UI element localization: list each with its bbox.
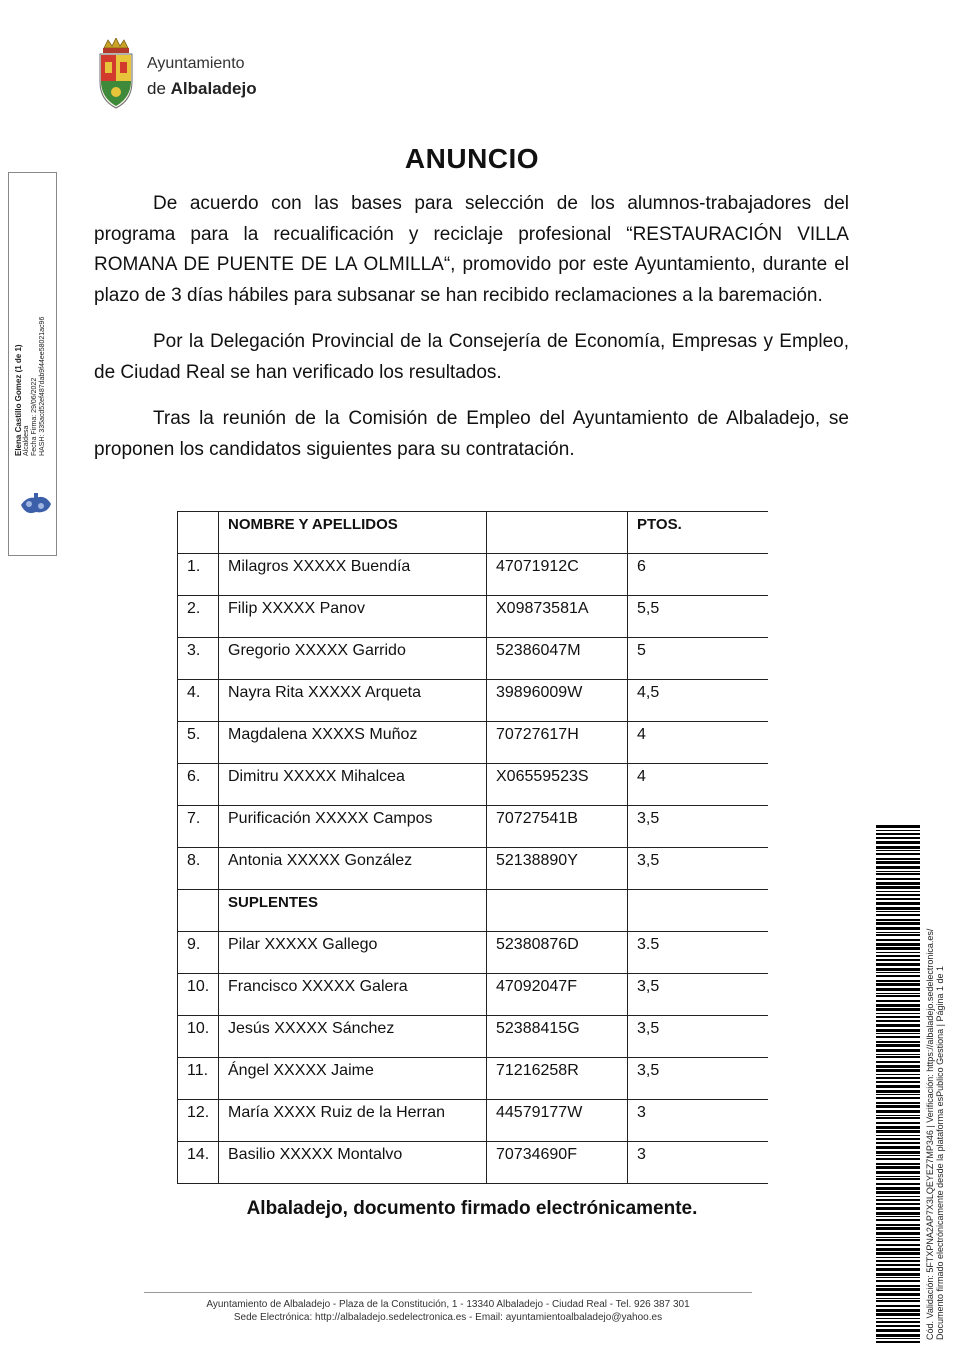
barcode-bar: [876, 1183, 920, 1185]
barcode-bar: [876, 1041, 920, 1043]
barcode-bar: [876, 846, 920, 849]
barcode-bar: [876, 853, 920, 855]
table-cell-id: [487, 512, 628, 554]
barcode-bar: [876, 1309, 920, 1312]
footer-divider: [144, 1292, 752, 1293]
barcode-bar: [876, 871, 920, 872]
barcode-bar: [876, 1097, 920, 1099]
barcode-bar: [876, 1065, 920, 1068]
barcode-bar: [876, 907, 920, 910]
table-cell-points: 3,5: [628, 806, 768, 848]
barcode-bar: [876, 943, 920, 946]
barcode-bar: [876, 1126, 920, 1129]
barcode-bar: [876, 1085, 920, 1088]
barcode-bar: [876, 886, 920, 889]
barcode-bar: [876, 1325, 920, 1327]
barcode-bar: [876, 972, 920, 973]
table-cell-id: X09873581A: [487, 596, 628, 638]
barcode-bar: [876, 1273, 920, 1276]
table-cell-name: Pilar XXXXX Gallego: [219, 932, 487, 974]
table-cell-points: 5: [628, 638, 768, 680]
barcode-bar: [876, 939, 920, 941]
table-cell-name: Nayra Rita XXXXX Arqueta: [219, 680, 487, 722]
table-cell-number: 10.: [178, 1016, 219, 1058]
validation-code: Cód. Validación: 5FTXPNA2AP7X3LQEYEZ7MP346 | Verificación: https://albaladejo.sedelectronica.es/: [925, 928, 935, 1340]
table-cell-name: Purificación XXXXX Campos: [219, 806, 487, 848]
table-cell-name: Filip XXXXX Panov: [219, 596, 487, 638]
barcode-bar: [876, 1298, 920, 1299]
barcode-bar: [876, 898, 920, 900]
org-name-line2: de Albaladejo: [147, 79, 257, 98]
barcode-bar: [876, 975, 920, 977]
barcode-bar: [876, 1237, 920, 1238]
table-cell-name: Antonia XXXXX González: [219, 848, 487, 890]
org-name-line1: Ayuntamiento: [147, 55, 245, 72]
table-cell-number: 8.: [178, 848, 219, 890]
barcode-bar: [876, 959, 920, 961]
table-cell-name: Jesús XXXXX Sánchez: [219, 1016, 487, 1058]
barcode-bar: [876, 1321, 920, 1323]
barcode-bar: [876, 993, 920, 994]
table-cell-id: 52386047M: [487, 638, 628, 680]
table-header-row: [178, 512, 768, 554]
barcode-bar: [876, 1117, 920, 1119]
barcode-bar: [876, 911, 920, 912]
platform-note: Documento firmado electrónicamente desde la plataforma esPublico Gestiona | Página 1 de 1: [935, 965, 945, 1340]
barcode-bar: [876, 1105, 920, 1108]
table-row: [178, 974, 768, 1016]
barcode-bar: [876, 1199, 920, 1201]
barcode-bar: [876, 1207, 920, 1210]
table-cell-name: Gregorio XXXXX Garrido: [219, 638, 487, 680]
table-cell-points: PTOS.: [628, 512, 768, 554]
barcode-bar: [876, 1130, 920, 1133]
barcode-bar: [876, 983, 920, 986]
table-cell-number: 6.: [178, 764, 219, 806]
table-cell-name: NOMBRE Y APELLIDOS: [219, 512, 487, 554]
barcode-bar: [876, 1056, 920, 1058]
table-cell-name: Ángel XXXXX Jaime: [219, 1058, 487, 1100]
table-cell-points: 5,5: [628, 596, 768, 638]
table-cell-number: 14.: [178, 1142, 219, 1184]
table-cell-id: 52138890Y: [487, 848, 628, 890]
barcode-bar: [876, 995, 920, 997]
barcode-bar: [876, 1044, 920, 1047]
barcode-bar: [876, 1171, 920, 1174]
coat-of-arms-logo: [94, 38, 138, 110]
barcode-bar: [876, 894, 920, 896]
barcode-bar: [876, 1176, 920, 1177]
barcode-bar: [876, 1054, 920, 1055]
barcode-bar: [876, 1077, 920, 1079]
table-row: [178, 848, 768, 890]
table-row: [178, 554, 768, 596]
barcode-bar: [876, 1264, 920, 1266]
barcode-bar: [876, 1074, 920, 1075]
barcode-bar: [876, 955, 920, 957]
barcode-bar: [876, 841, 920, 844]
table-row: [178, 1058, 768, 1100]
barcode-bar: [876, 1300, 920, 1302]
table-cell-points: 3,5: [628, 974, 768, 1016]
signer-name: Elena Castillo Gomez (1 de 1): [14, 344, 23, 456]
barcode-bar: [876, 922, 920, 925]
table-cell-points: 3,5: [628, 1058, 768, 1100]
table-cell-points: [628, 890, 768, 932]
barcode-bar: [876, 1146, 920, 1149]
table-cell-number: 12.: [178, 1100, 219, 1142]
barcode-bar: [876, 1187, 920, 1190]
table-row: [178, 1016, 768, 1058]
barcode-bar: [876, 902, 920, 905]
table-cell-number: 9.: [178, 932, 219, 974]
barcode-bar: [876, 919, 920, 921]
barcode-bar: [876, 825, 920, 828]
barcode-bar: [876, 1305, 920, 1307]
barcode-bar: [876, 1178, 920, 1180]
table-cell-points: 3,5: [628, 848, 768, 890]
table-cell-number: 1.: [178, 554, 219, 596]
table-cell-id: X06559523S: [487, 764, 628, 806]
table-cell-points: 6: [628, 554, 768, 596]
table-cell-id: 39896009W: [487, 680, 628, 722]
barcode-bar: [876, 837, 920, 839]
barcode-bar: [876, 1191, 920, 1194]
table-cell-points: 3: [628, 1100, 768, 1142]
candidates-table: [177, 511, 768, 1184]
barcode-bar: [876, 1049, 920, 1052]
barcode-bar: [876, 1016, 920, 1018]
barcode-bar: [876, 850, 920, 851]
barcode-bar: [876, 878, 920, 880]
barcode-bar: [876, 1151, 920, 1154]
barcode-bar: [876, 1163, 920, 1165]
table-row: [178, 806, 768, 848]
table-cell-name: Milagros XXXXX Buendía: [219, 554, 487, 596]
barcode-bar: [876, 1122, 920, 1124]
table-cell-name: Francisco XXXXX Galera: [219, 974, 487, 1016]
barcode-bar: [876, 1008, 920, 1011]
table-cell-number: 3.: [178, 638, 219, 680]
barcode-bar: [876, 1341, 920, 1343]
barcode-bar: [876, 858, 920, 860]
table-cell-number: 10.: [178, 974, 219, 1016]
barcode-bar: [876, 1288, 920, 1291]
paragraph-2: Por la Delegación Provincial de la Consejería de Economía, Empresas y Empleo, de Ciudad Real se han verificado los resultados.: [94, 331, 849, 383]
table-cell-id: [487, 890, 628, 932]
table-row: [178, 1100, 768, 1142]
table-row: [178, 638, 768, 680]
barcode-bar: [876, 1329, 920, 1332]
table-cell-number: [178, 890, 219, 932]
paragraph-3: Tras la reunión de la Comisión de Empleo del Ayuntamiento de Albaladejo, se proponen los candidatos siguientes para su contratación.: [94, 408, 849, 460]
signer-role: Alcaldesa: [23, 425, 30, 456]
barcode-bar: [876, 1277, 920, 1278]
table-cell-name: Magdalena XXXXS Muñoz: [219, 722, 487, 764]
table-cell-id: 47092047F: [487, 974, 628, 1016]
barcode-bar: [876, 1196, 920, 1197]
barcode: [876, 825, 920, 1343]
barcode-bar: [876, 882, 920, 885]
barcode-bar: [876, 1024, 920, 1027]
table-cell-points: 4: [628, 722, 768, 764]
table-row: [178, 722, 768, 764]
barcode-bar: [876, 1203, 920, 1205]
barcode-bar: [876, 1000, 920, 1002]
barcode-bar: [876, 1212, 920, 1215]
barcode-bar: [876, 968, 920, 971]
table-row: [178, 764, 768, 806]
barcode-bar: [876, 1036, 920, 1038]
table-cell-id: 70727617H: [487, 722, 628, 764]
barcode-bar: [876, 1318, 920, 1319]
barcode-bar: [876, 1280, 920, 1282]
table-cell-name: María XXXX Ruiz de la Herran: [219, 1100, 487, 1142]
footer-address: Ayuntamiento de Albaladejo - Plaza de la Constitución, 1 - 13340 Albaladejo - Ciudad Real - Tel. 926 387 301: [206, 1299, 690, 1310]
table-cell-name: Dimitru XXXXX Mihalcea: [219, 764, 487, 806]
barcode-bar: [876, 1081, 920, 1083]
barcode-bar: [876, 1033, 920, 1034]
barcode-bar: [876, 988, 920, 991]
table-row: [178, 1142, 768, 1184]
table-cell-id: 52380876D: [487, 932, 628, 974]
table-cell-points: 3.5: [628, 932, 768, 974]
barcode-bar: [876, 963, 920, 966]
barcode-bar: [876, 1216, 920, 1217]
barcode-bar: [876, 947, 920, 950]
table-cell-number: 2.: [178, 596, 219, 638]
table-cell-points: 3,5: [628, 1016, 768, 1058]
barcode-bar: [876, 932, 920, 933]
barcode-bar: [876, 914, 920, 916]
barcode-bar: [876, 980, 920, 982]
paragraph-1: De acuerdo con las bases para selección de los alumnos-trabajadores del programa para la recualificación y reciclaje profesional “RESTAURACIÓN VILLA ROMANA DE PUENTE DE LA OLMILLA“, promovido por este Ayuntamiento, durante el plazo de 3 días hábiles para subsanar se han recibido reclamaciones a la baremación.: [94, 193, 849, 306]
barcode-bar: [876, 891, 920, 892]
barcode-bar: [876, 1090, 920, 1093]
barcode-bar: [876, 1239, 920, 1241]
barcode-bar: [876, 1004, 920, 1007]
barcode-bar: [876, 1135, 920, 1136]
table-cell-number: 7.: [178, 806, 219, 848]
table-row: [178, 932, 768, 974]
barcode-bar: [876, 1219, 920, 1221]
seal-icon: [17, 490, 55, 520]
table-cell-number: 5.: [178, 722, 219, 764]
barcode-bar: [876, 1166, 920, 1169]
barcode-bar: [876, 1252, 920, 1255]
barcode-bar: [876, 1029, 920, 1032]
barcode-bar: [876, 830, 920, 831]
barcode-bar: [876, 1155, 920, 1156]
barcode-bar: [876, 861, 920, 864]
barcode-bar: [876, 1293, 920, 1296]
barcode-bar: [876, 1110, 920, 1113]
page-title: ANUNCIO: [404, 143, 540, 174]
table-cell-name: SUPLENTES: [219, 890, 487, 932]
table-cell-id: 52388415G: [487, 1016, 628, 1058]
barcode-bar: [876, 952, 920, 953]
barcode-bar: [876, 1268, 920, 1271]
table-cell-number: 4.: [178, 680, 219, 722]
signature-hash: HASH: 335acd52ef487dab9f44ee58021ac96: [39, 316, 46, 456]
table-cell-points: 4,5: [628, 680, 768, 722]
table-cell-id: 47071912C: [487, 554, 628, 596]
barcode-bar: [876, 873, 920, 875]
closing-statement: Albaladejo, documento firmado electrónicamente.: [246, 1198, 698, 1219]
table-cell-id: 71216258R: [487, 1058, 628, 1100]
barcode-bar: [876, 1244, 920, 1246]
barcode-bar: [876, 1020, 920, 1022]
barcode-bar: [876, 1138, 920, 1140]
table-row: [178, 596, 768, 638]
barcode-bar: [876, 927, 920, 930]
table-cell-name: Basilio XXXXX Montalvo: [219, 1142, 487, 1184]
barcode-bar: [876, 1334, 920, 1337]
barcode-bar: [876, 1232, 920, 1235]
barcode-bar: [876, 866, 920, 869]
table-cell-id: 70734690F: [487, 1142, 628, 1184]
barcode-bar: [876, 1260, 920, 1262]
table-cell-points: 4: [628, 764, 768, 806]
footer-contact: Sede Electrónica: http://albaladejo.sedelectronica.es - Email: ayuntamientoalbaladejo@yahoo.es: [233, 1312, 663, 1323]
table-row: [178, 890, 768, 932]
table-cell-id: 70727541B: [487, 806, 628, 848]
barcode-bar: [876, 1248, 920, 1251]
table-cell-points: 3: [628, 1142, 768, 1184]
barcode-bar: [876, 1338, 920, 1339]
barcode-bar: [876, 1115, 920, 1116]
barcode-bar: [876, 1257, 920, 1258]
barcode-bar: [876, 1142, 920, 1144]
table-row: [178, 680, 768, 722]
barcode-bar: [876, 1069, 920, 1072]
barcode-bar: [876, 833, 920, 835]
barcode-bar: [876, 934, 920, 936]
barcode-bar: [876, 1313, 920, 1316]
barcode-bar: [876, 1227, 920, 1230]
table-cell-id: 44579177W: [487, 1100, 628, 1142]
table-cell-number: [178, 512, 219, 554]
barcode-bar: [876, 1102, 920, 1104]
barcode-bar: [876, 1061, 920, 1063]
barcode-bar: [876, 1285, 920, 1287]
barcode-bar: [876, 1224, 920, 1226]
barcode-bar: [876, 1158, 920, 1160]
signature-date: Fecha Firma: 29/06/2022: [31, 377, 38, 456]
barcode-bar: [876, 1094, 920, 1095]
barcode-bar: [876, 1013, 920, 1014]
table-cell-number: 11.: [178, 1058, 219, 1100]
